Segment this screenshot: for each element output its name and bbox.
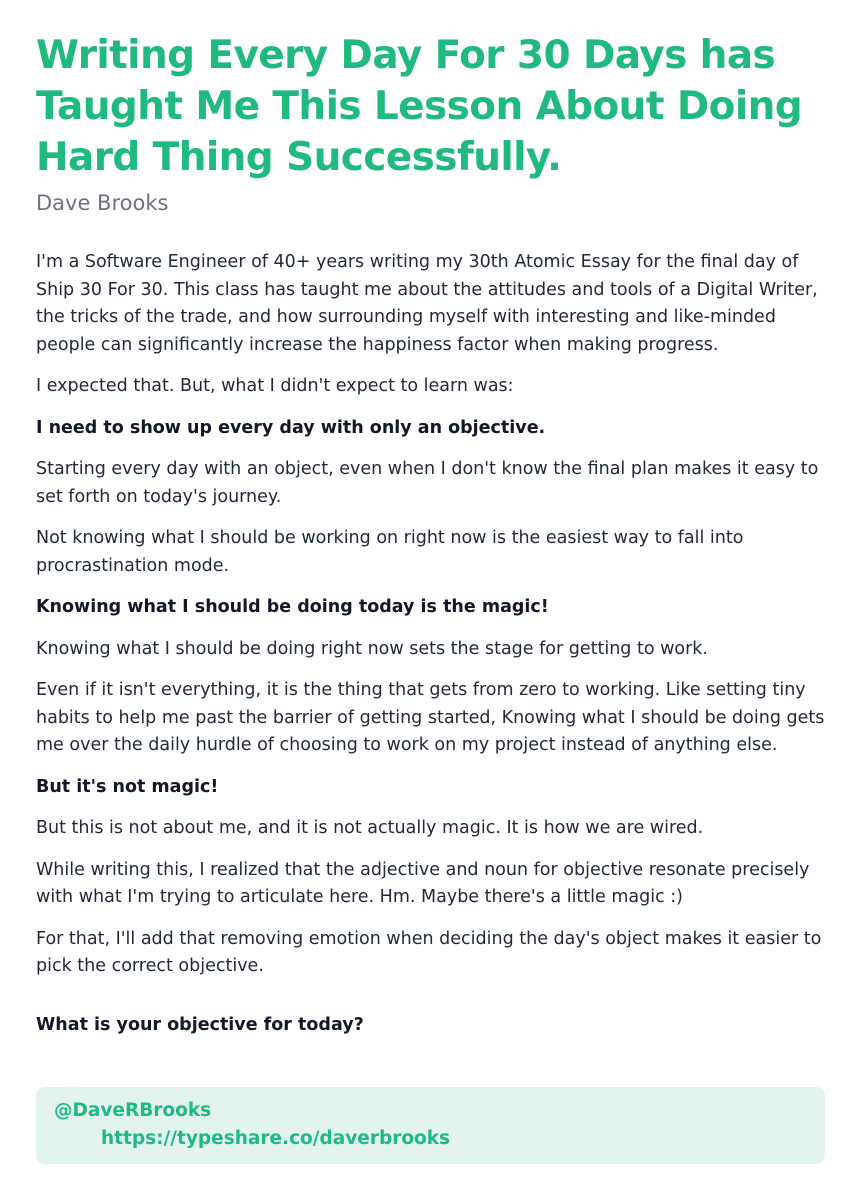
paragraph-knowing: Knowing what I should be doing right now sets the stage for getting to work. <box>36 638 708 659</box>
paragraph-not-knowing: Not knowing what I should be working on right now is the easiest way to fall into procrastination mode. <box>36 528 744 576</box>
footer-card <box>36 1087 825 1164</box>
paragraph-expectation: I expected that. But, what I didn't expect to learn was: <box>36 376 514 396</box>
author-handle-link[interactable]: @DaveRBrooks <box>54 1100 212 1121</box>
paragraph-realized: While writing this, I realized that the adjective and noun for objective resonate precisely with what I'm trying to articulate here. Hm. Maybe there's a little magic :) <box>36 859 810 907</box>
article <box>36 30 826 995</box>
author-name: Dave Brooks <box>36 191 169 215</box>
paragraph-starting: Starting every day with an object, even when I don't know the final plan makes it easy to set forth on today's journey. <box>36 459 819 507</box>
paragraph-wired: But this is not about me, and it is not actually magic. It is how we are wired. <box>36 818 704 838</box>
paragraph-tiny-habits: Even if it isn't everything, it is the thing that gets from zero to working. Like setting tiny habits to help me past the barrier of getting started, Knowing what I should be doing gets me over the daily hurdle of choosing to work on my project instead of anything else. <box>36 680 825 755</box>
heading-magic: Knowing what I should be doing today is the magic! <box>36 597 549 617</box>
heading-objective: I need to show up every day with only an objective. <box>36 417 546 438</box>
closing-question: What is your objective for today? <box>36 1015 364 1035</box>
article-title: Writing Every Day For 30 Days has Taught Me This Lesson About Doing Hard Thing Successfully. <box>36 33 803 180</box>
typeshare-link[interactable]: https://typeshare.co/daverbrooks <box>101 1128 451 1149</box>
paragraph-emotion: For that, I'll add that removing emotion when deciding the day's object makes it easier to pick the correct objective. <box>36 928 822 976</box>
article-body <box>36 249 826 981</box>
heading-not-magic: But it's not magic! <box>36 776 219 797</box>
paragraph-intro: I'm a Software Engineer of 40+ years writing my 30th Atomic Essay for the final day of Ship 30 For 30. This class has taught me about the attitudes and tools of a Digital Writer, the tricks of the trade, and how surrounding myself with interesting and like-minded people can significantly increase the happiness factor when making progress. <box>36 252 818 355</box>
